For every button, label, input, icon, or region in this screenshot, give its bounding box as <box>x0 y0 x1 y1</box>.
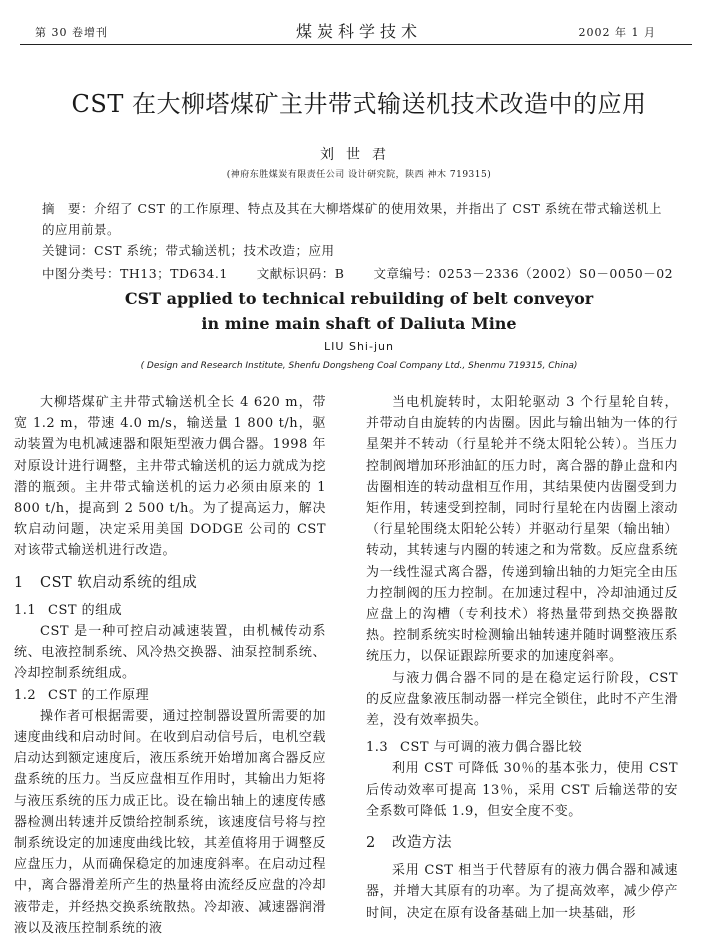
section-2-number: 2 <box>366 835 376 852</box>
clc-label: 中图分类号： <box>42 266 121 281</box>
right-paragraph-2: 与液力偶合器不同的是在稳定运行阶段，CST 的反应盘象液压制动器一样完全锁住，此时不产生滑差，没有效率损失。 <box>366 670 678 729</box>
section-1-heading <box>14 573 326 594</box>
section-1-1-heading <box>14 600 326 621</box>
classification-line <box>42 263 672 284</box>
keywords <box>42 240 672 261</box>
intro-paragraph: 大柳塔煤矿主井带式输送机全长 4 620 m，带宽 1.2 m，带速 4.0 m/s，输送量 1 800 t/h，驱动装置为电机减速器和限矩型液力偶合器。1998 年对原设计进行调整，主井带式输送机的运力就成为挖潜的瓶颈。主井带式输送机的运力必须由原来的 1 800 t/h，提高到 2 500 t/h。为了提高运力，解决软启动问题，决定采用美国 DODGE 公司的 CST 对该带式输送机进行改造。 <box>14 395 326 559</box>
abstract <box>42 198 672 240</box>
article-number-value: 0253－2336（2002）S0－0050－02 <box>438 266 674 281</box>
author-affiliation: (神府东胜煤炭有限责任公司 设计研究院，陕西 神木 719315) <box>226 170 492 180</box>
running-header-volume: 第 30 卷增刊 <box>35 26 108 39</box>
right-column <box>366 392 678 924</box>
running-header-journal: 煤炭科学技术 <box>295 22 422 41</box>
article-number-label: 文章编号： <box>373 266 439 281</box>
section-1-3-number: 1.3 <box>366 740 389 756</box>
header-rule <box>20 44 692 45</box>
section-1-3-heading <box>366 737 678 758</box>
section-2-title: 改造方法 <box>392 835 452 852</box>
section-1-number: 1 <box>14 574 24 591</box>
keywords-label: 关键词： <box>42 243 95 258</box>
left-column <box>14 392 326 939</box>
section-1-1-number: 1.1 <box>14 602 37 618</box>
english-affiliation: ( Design and Research Institute, Shenfu Dongsheng Coal Company Ltd., Shenmu 719315, China) <box>140 361 578 371</box>
section-1-3-paragraph: 利用 CST 可降低 30％的基本张力，使用 CST 后传动效率可提高 13％，采用 CST 后输送带的安全系数可降低 1.9，但安全度不变。 <box>366 761 678 819</box>
paper-title: CST 在大柳塔煤矿主井带式输送机技术改造中的应用 <box>71 90 647 118</box>
section-2-paragraph: 采用 CST 相当于代替原有的液力偶合器和减速器，并增大其原有的功率。为了提高效率，减少停产时间，决定在原有设备基础上加一块基础，形 <box>366 863 678 921</box>
running-header-date: 2002 年 1 月 <box>578 26 656 39</box>
section-1-title: CST 软启动系统的组成 <box>40 574 198 591</box>
doc-code-value: B <box>334 266 345 281</box>
keywords-text: CST 系统；带式输送机；技术改造；应用 <box>94 243 335 258</box>
section-1-2-heading <box>14 685 326 706</box>
english-author: LIU Shi-jun <box>324 340 394 353</box>
section-2-heading <box>366 833 678 854</box>
section-1-2-number: 1.2 <box>14 687 37 703</box>
section-1-3-title: CST 与可调的液力偶合器比较 <box>400 740 583 756</box>
abstract-text: 介绍了 CST 的工作原理、特点及其在大柳塔煤矿的使用效果，并指出了 CST 系统在带式输送机上的应用前景。 <box>42 201 662 237</box>
section-1-2-title: CST 的工作原理 <box>48 687 150 703</box>
author-name: 刘世君 <box>320 147 398 163</box>
section-1-1-title: CST 的组成 <box>48 602 123 618</box>
abstract-label: 摘 要： <box>42 201 95 216</box>
section-1-2-paragraph: 操作者可根据需要，通过控制器设置所需要的加速度曲线和启动时间。在收到启动信号后，电机空载启动达到额定速度后，液压系统开始增加离合器反应盘系统的压力。当反应盘相互作用时，其输出力矩将与液压系统的压力成正比。设在输出轴上的速度传感器检测出转速并反馈给控制系统，该速度信号将与控制系统设定的加速度曲线比较，其差值将用于调整反应盘压力，从而确保稳定的加速度斜率。在启动过程中，离合器滑差所产生的热量将由流经反应盘的冷却液带走，并经热交换系统散热。冷却液、减速器润滑液以及液压控制系统的液 <box>14 708 326 936</box>
english-title-line1: CST applied to technical rebuilding of belt conveyor <box>124 289 594 308</box>
section-1-1-paragraph: CST 是一种可控启动减速装置，由机械传动系统、电液控制系统、风冷热交换器、油泵控制系统、冷却控制系统组成。 <box>14 624 326 682</box>
doc-code-label: 文献标识码： <box>256 266 335 281</box>
clc-value: TH13；TD634.1 <box>120 266 228 281</box>
english-title-line2: in mine main shaft of Daliuta Mine <box>201 314 517 333</box>
right-paragraph-1: 当电机旋转时，太阳轮驱动 3 个行星轮自转，并带动自由旋转的内齿圈。因此与输出轴为一体的行星架并不转动（行星轮并不绕太阳轮公转）。当压力控制阀增加环形油缸的压力时，离合器的静止盘和内齿圈相连的转动盘相互作用，其结果使内齿圈受到力矩作用，转速受到控制，同时行星轮在内齿圈上滚动（行星轮围绕太阳轮公转）并驱动行星架（输出轴）转动，其转速与内圈的转速之和为常数。反应盘系统为一线性湿式离合器，传递到输出轴的力矩完全由压力控制阀的压力控制。在加速过程中，冷却油通过反应盘上的沟槽（专利技术）将热量带到热交换器散热。控制系统实时检测输出轴转速并随时调整液压系统压力，以保证跟踪所要求的加速度斜率。 <box>366 395 678 665</box>
